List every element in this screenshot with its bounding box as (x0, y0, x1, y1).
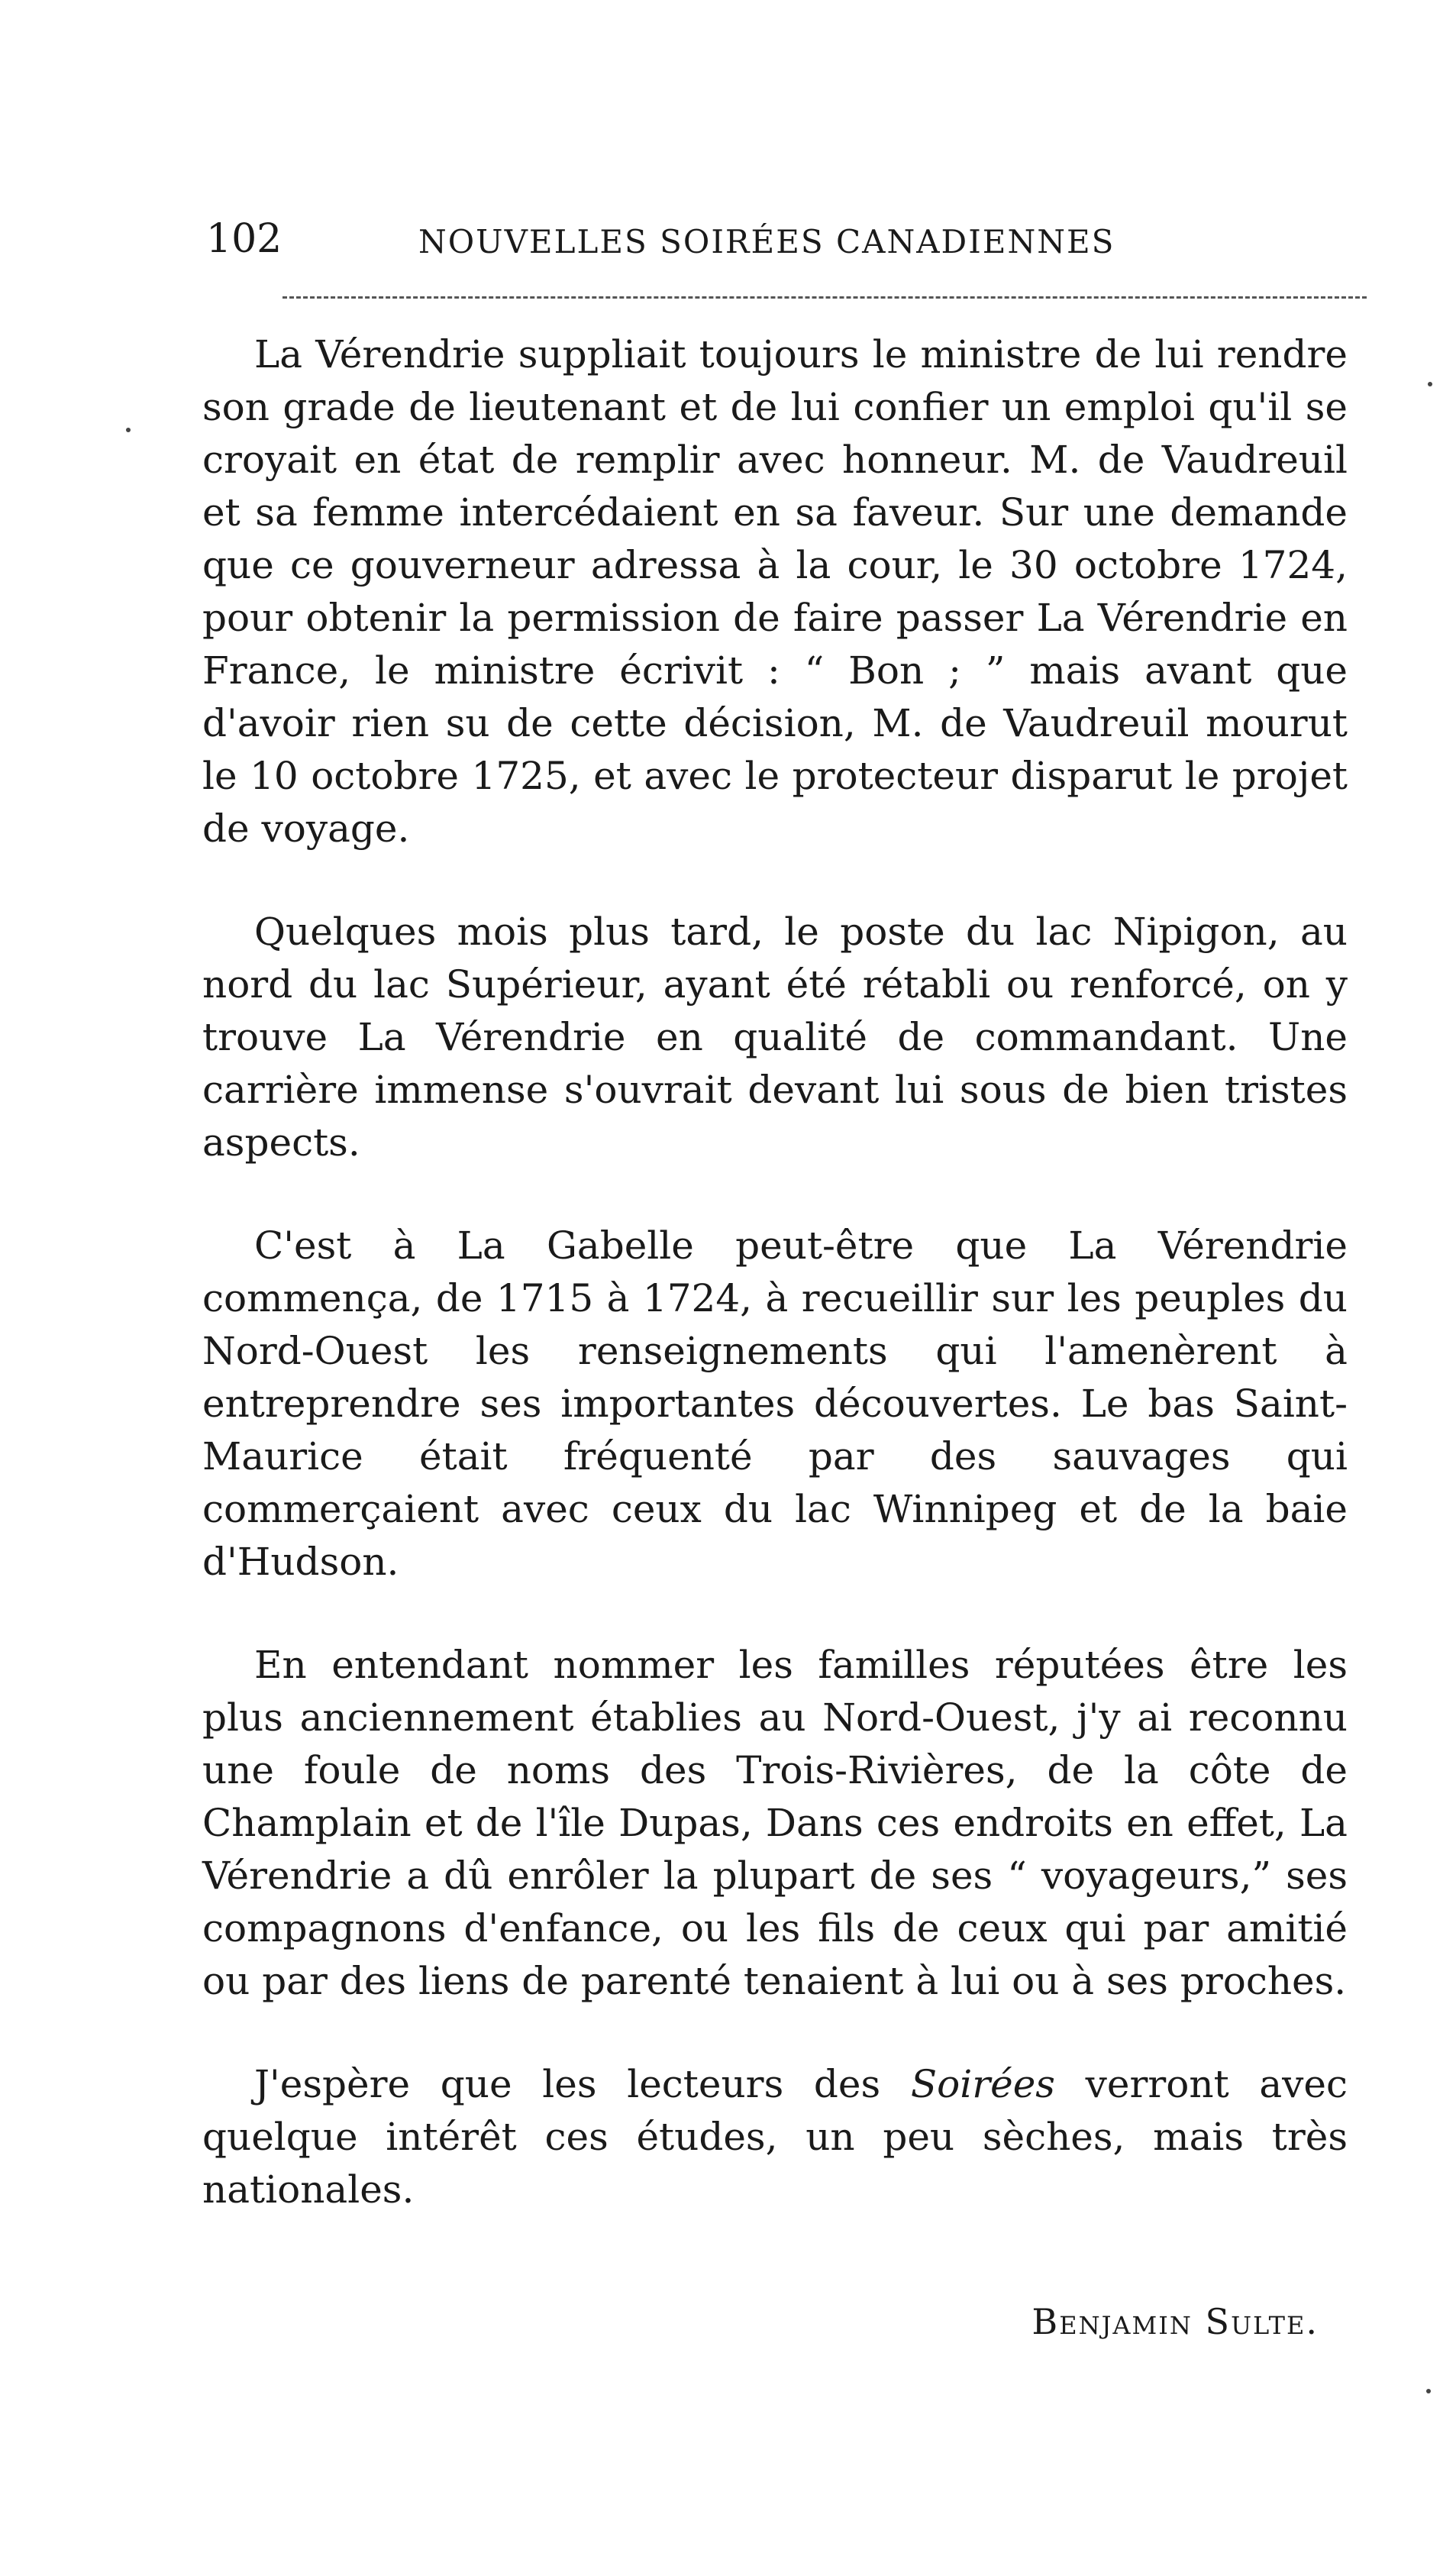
margin-speck (1426, 2389, 1431, 2393)
paragraph-5-end: verront avec quelque intérêt ces études, un peu sèches, mais très nationales. (202, 2062, 1348, 2212)
body-text (202, 328, 1348, 2267)
running-title: NOUVELLES SOIRÉES CANADIENNES (418, 223, 1115, 260)
paragraph-5 (202, 2058, 1348, 2216)
header-rule (282, 296, 1367, 299)
paragraph-5-start: J'espère que les lecteurs des (254, 2062, 911, 2106)
paragraph-4: En entendant nommer les familles réputées être les plus anciennement établies au Nord-Ouest, j'y ai reconnu une foule de noms des Trois-Rivières, de la côte de Champlain et de l'île Dupas, Dans ces endroits en effet, La Vérendrie a dû enrôler la plupart de ses “ voyageurs,” ses compagnons d'enfance, ou les fils de ceux qui par amitié ou par des liens de parenté tenaient à lui ou à ses proches. (202, 1643, 1348, 2003)
journal-title-italic: Soirées (910, 2062, 1055, 2106)
paragraph-3: C'est à La Gabelle peut-être que La Vérendrie commença, de 1715 à 1724, à recueillir sur les peuples du Nord-Ouest les renseignements qui l'amenèrent à entreprendre ses importantes découvertes. Le bas Saint-Maurice était fréquenté par des sauvages qui commerçaient avec ceux du lac Winnipeg et de la baie d'Hudson. (202, 1223, 1348, 1584)
page-number: 102 (206, 216, 282, 262)
page-header (206, 216, 1344, 277)
paragraph-1: La Vérendrie suppliait toujours le ministre de lui rendre son grade de lieutenant et de lui confier un emploi qu'il se croyait en état de remplir avec honneur. M. de Vaudreuil et sa femme intercédaient en sa faveur. Sur une demande que ce gouverneur adressa à la cour, le 30 octobre 1724, pour obtenir la permission de faire passer La Vérendrie en France, le ministre écrivit : “ Bon ; ” mais avant que d'avoir rien su de cette décision, M. de Vaudreuil mourut le 10 octobre 1725, et avec le protecteur disparut le projet de voyage. (202, 332, 1348, 851)
margin-speck (126, 428, 131, 432)
author-signature: Benjamin Sulte. (1031, 2301, 1319, 2342)
margin-speck (1428, 382, 1432, 386)
paragraph-2: Quelques mois plus tard, le poste du lac Nipigon, au nord du lac Supérieur, ayant été rétabli ou renforcé, on y trouve La Vérendrie en qualité de commandant. Une carrière immense s'ouvrait devant lui sous de bien tristes aspects. (202, 910, 1348, 1165)
